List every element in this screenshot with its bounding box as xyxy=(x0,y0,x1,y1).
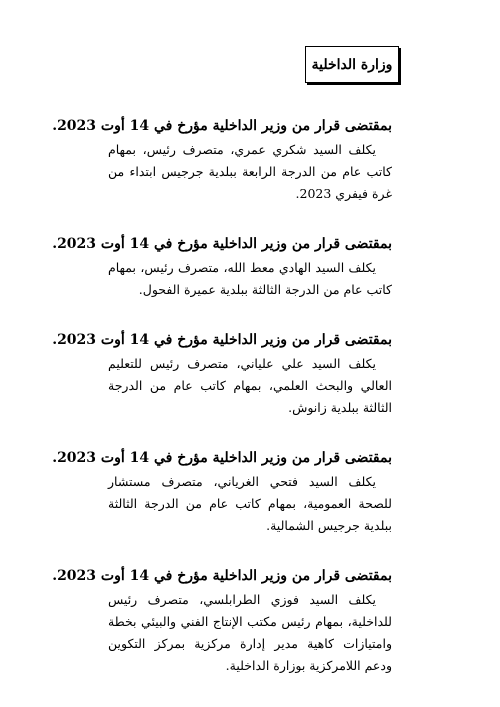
decision-item-3 xyxy=(52,331,392,419)
decision-heading: بمقتضى قرار من وزير الداخلية مؤرخ في 14 أوت 2023. xyxy=(52,236,392,252)
decision-item-4 xyxy=(52,449,392,537)
decisions-list xyxy=(52,105,392,707)
decision-body: يكلف السيد علي علياني، متصرف رئيس للتعليم العالي والبحث العلمي، بمهام كاتب عام من الدرجة الثالثة ببلدية زانوش. xyxy=(108,356,392,415)
decision-heading: بمقتضى قرار من وزير الداخلية مؤرخ في 14 أوت 2023. xyxy=(52,450,392,466)
decision-heading: بمقتضى قرار من وزير الداخلية مؤرخ في 14 أوت 2023. xyxy=(52,118,392,134)
decision-body: يكلف السيد شكري عمري، متصرف رئيس، بمهام كاتب عام من الدرجة الرابعة ببلدية جرجيس ابتداء من غرة فيفري 2023. xyxy=(108,142,392,201)
decision-body: يكلف السيد فوزي الطرابلسي، متصرف رئيس للداخلية، بمهام رئيس مكتب الإنتاج الفني والبيئي بخطة وامتيازات كاهية مدير إدارة مركزية بمركز التكوين ودعم اللامركزية بوزارة الداخلية. xyxy=(108,592,392,673)
ministry-title-box xyxy=(305,46,399,83)
decision-item-2 xyxy=(52,235,392,301)
ministry-title: وزارة الداخلية xyxy=(311,56,393,73)
decision-heading: بمقتضى قرار من وزير الداخلية مؤرخ في 14 أوت 2023. xyxy=(52,568,392,584)
decision-item-5 xyxy=(52,567,392,677)
decision-item-1 xyxy=(52,117,392,205)
decision-body: يكلف السيد الهادي معط الله، متصرف رئيس، بمهام كاتب عام من الدرجة الثالثة ببلدية عميرة الفحول. xyxy=(108,260,392,297)
decision-heading: بمقتضى قرار من وزير الداخلية مؤرخ في 14 أوت 2023. xyxy=(52,332,392,348)
decision-body: يكلف السيد فتحي الغرياني، متصرف مستشار للصحة العمومية، بمهام كاتب عام من الدرجة الثالثة ببلدية جرجيس الشمالية. xyxy=(108,474,392,533)
